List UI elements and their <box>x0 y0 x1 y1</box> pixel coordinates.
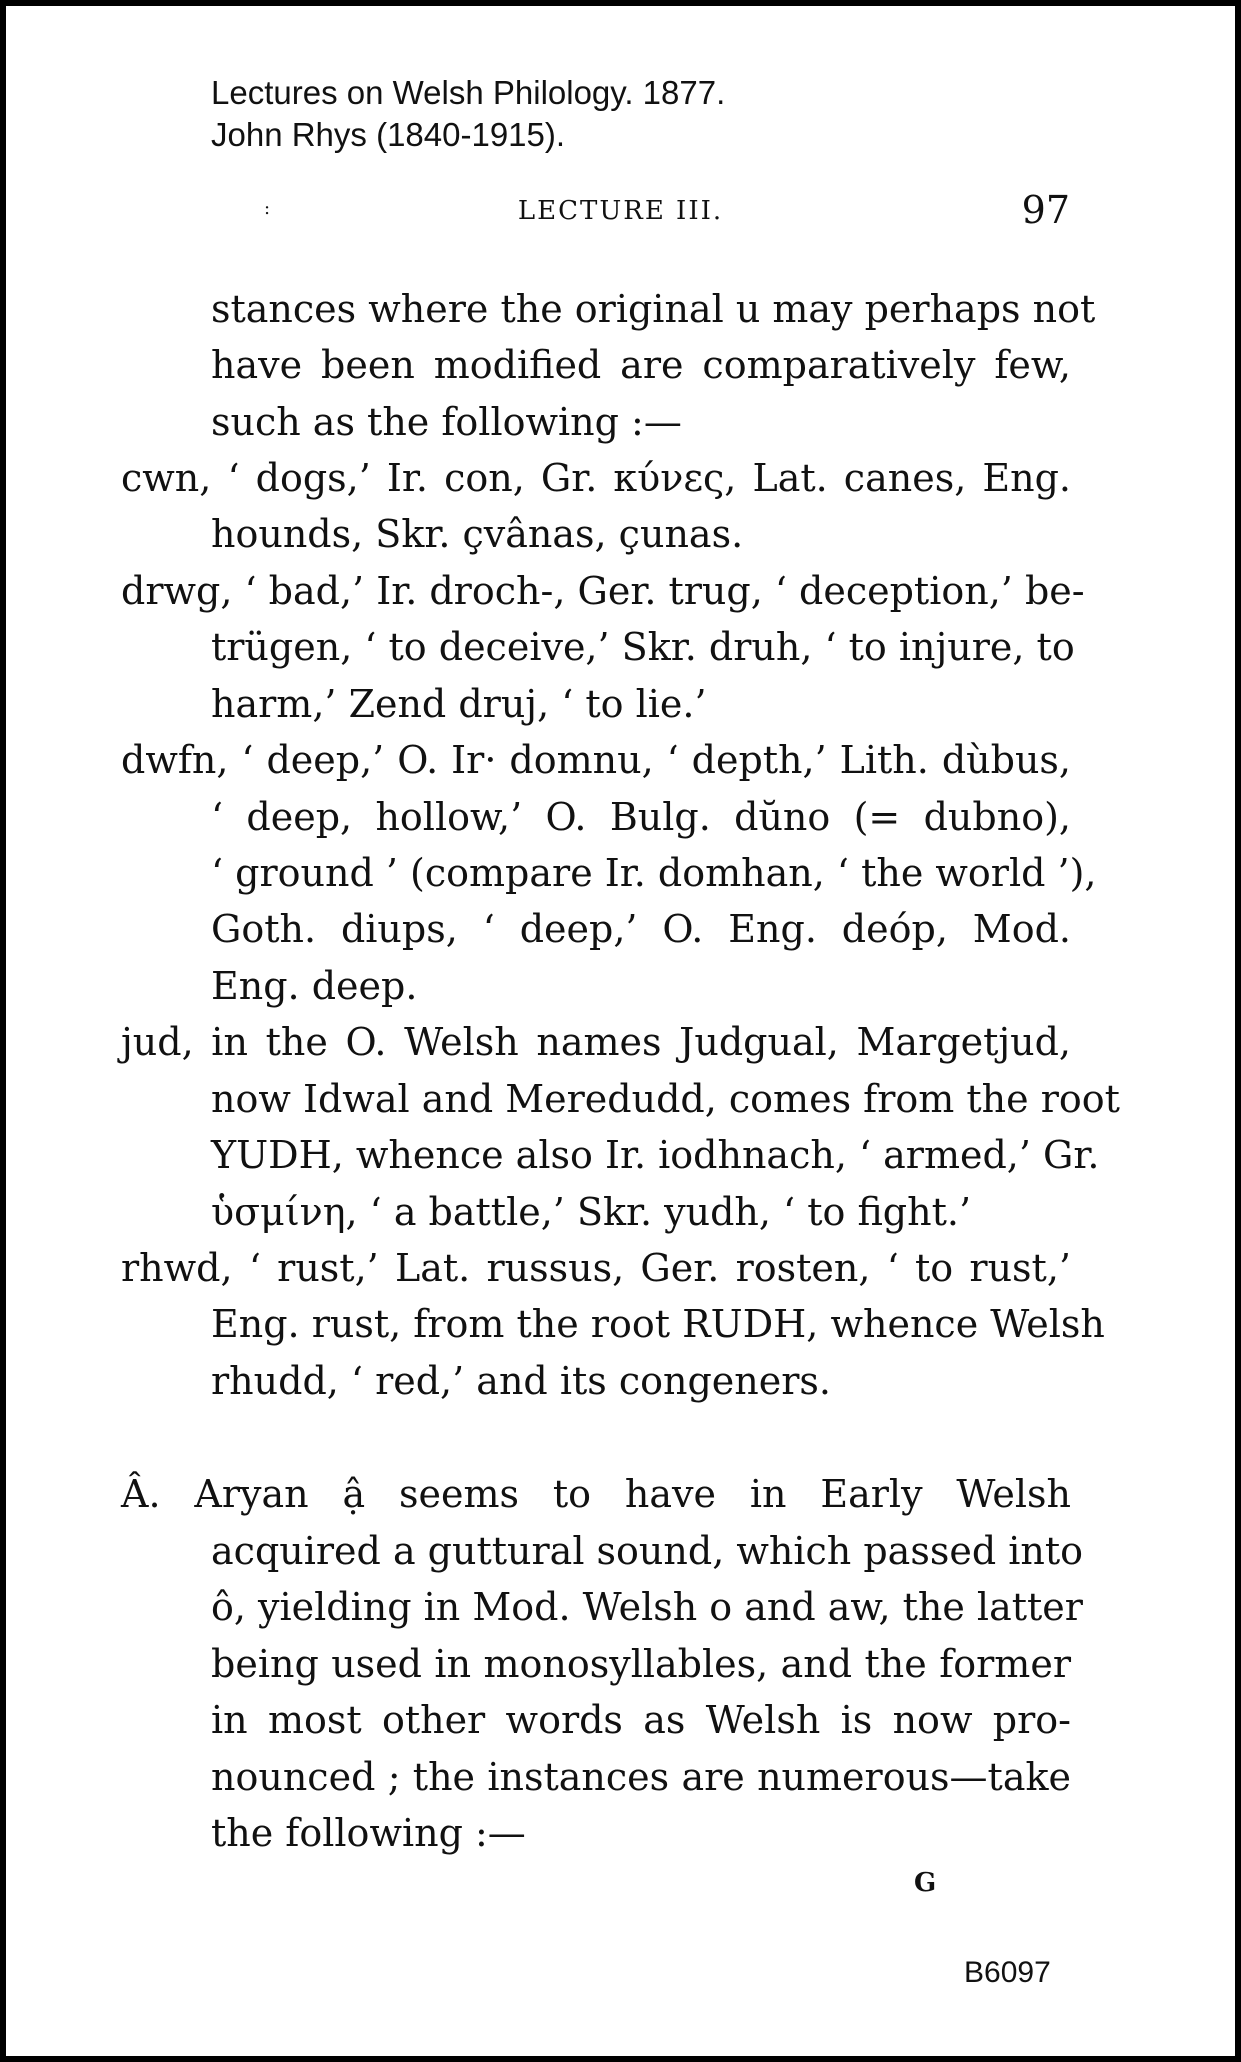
text-line: such as the following :— <box>211 400 682 444</box>
text-line: ‘ deep, hollow,’ O. Bulg. dŭno (= dubno), <box>211 795 1071 839</box>
source-caption <box>211 72 725 156</box>
text-line: rhudd, ‘ red,’ and its congeners. <box>211 1359 831 1403</box>
running-head-mark: : <box>264 198 271 219</box>
text-line: ‘ ground ’ (compare Ir. domhan, ‘ the world ’), <box>211 851 1097 895</box>
running-head <box>6 188 1235 238</box>
text-line: being used in monosyllables, and the former <box>211 1642 1071 1686</box>
text-line: ὑσμίνη, ‘ a battle,’ Skr. yudh, ‘ to fight.’ <box>211 1190 972 1234</box>
entry-line-cwn: cwn, ‘ dogs,’ Ir. con, Gr. κύνες, Lat. canes, Eng. <box>121 456 1071 500</box>
text-line: the following :— <box>211 1811 526 1855</box>
entry-line-dwfn: dwfn, ‘ deep,’ O. Ir· domnu, ‘ depth,’ Lith. dùbus, <box>121 738 1071 782</box>
text-line: Goth. diups, ‘ deep,’ O. Eng. deóp, Mod. <box>211 907 1071 951</box>
text-line: trügen, ‘ to deceive,’ Skr. druh, ‘ to injure, to <box>211 625 1075 669</box>
running-head-title: LECTURE III. <box>517 196 724 226</box>
text-line: hounds, Skr. çvânas, çunas. <box>211 512 744 556</box>
entry-line-rhwd: rhwd, ‘ rust,’ Lat. russus, Ger. rosten, ‘ to rust,’ <box>121 1246 1071 1290</box>
caption-author: John Rhys (1840-1915). <box>211 116 566 153</box>
text-line: Eng. deep. <box>211 964 418 1008</box>
text-line: YUDH, whence also Ir. iodhnach, ‘ armed,’ Gr. <box>211 1133 1100 1177</box>
page-number: 97 <box>1021 188 1070 232</box>
text-line: acquired a guttural sound, which passed into <box>211 1529 1083 1573</box>
text-line: have been modified are comparatively few, <box>211 343 1071 387</box>
entry-line-drwg: drwg, ‘ bad,’ Ir. droch-, Ger. trug, ‘ deception,’ be- <box>121 569 1085 613</box>
text-line: in most other words as Welsh is now pro- <box>211 1698 1071 1742</box>
caption-title: Lectures on Welsh Philology. 1877. <box>211 74 726 111</box>
text-line: harm,’ Zend druj, ‘ to lie.’ <box>211 682 707 726</box>
text-line: nounced ; the instances are numerous—take <box>211 1755 1071 1799</box>
section-line-a-circumflex: Â. Aryan ậ seems to have in Early Welsh <box>121 1472 1071 1516</box>
document-page <box>6 6 1235 2056</box>
text-line: ô, yielding in Mod. Welsh o and aw, the latter <box>211 1585 1083 1629</box>
text-line: now Idwal and Meredudd, comes from the root <box>211 1077 1120 1121</box>
text-line: stances where the original u may perhaps not <box>211 287 1096 331</box>
signature-mark: G <box>914 1868 937 1898</box>
catalog-number: B6097 <box>964 1956 1051 1989</box>
text-line: Eng. rust, from the root RUDH, whence Welsh <box>211 1302 1105 1346</box>
entry-line-jud: jud, in the O. Welsh names Judgual, Margetjud, <box>121 1020 1071 1064</box>
